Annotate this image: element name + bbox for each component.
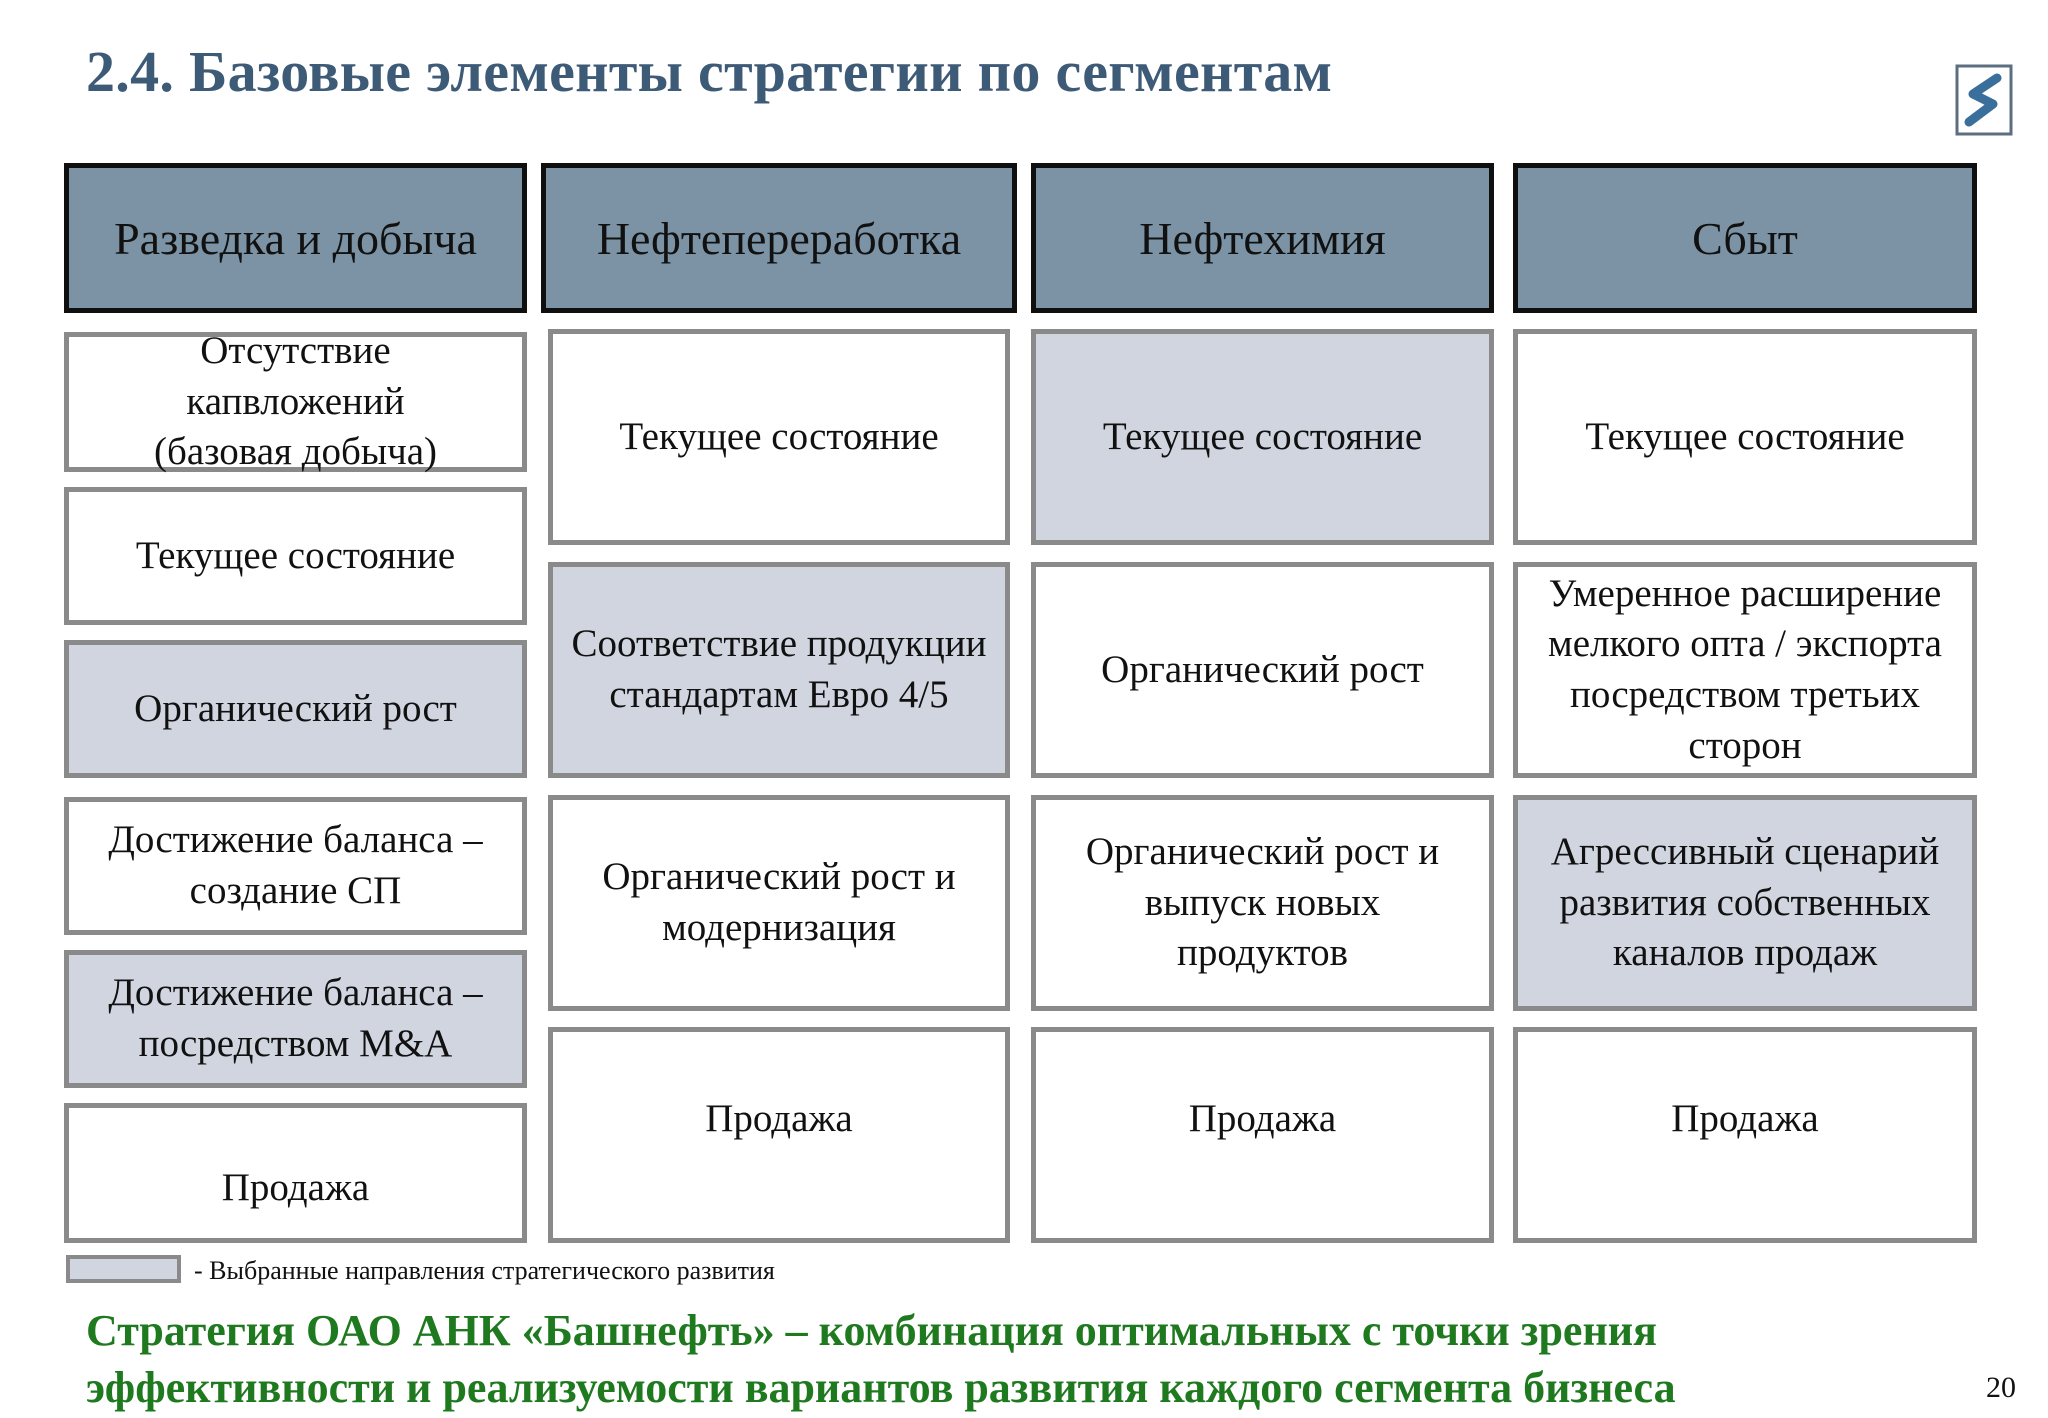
strategy-cell	[64, 328, 527, 474]
page-number: 20	[1986, 1371, 2016, 1404]
strategy-cell-text: Продажа	[1188, 1096, 1337, 1140]
strategy-cell-text: Продажа	[1671, 1096, 1819, 1140]
conclusion-line-1: Стратегия ОАО АНК «Башнефть» – комбинация оптимальных с точки зрения	[86, 1306, 1657, 1355]
strategy-cell-text: Достижение баланса – создание СП	[108, 818, 483, 912]
strategy-cell-text: Текущее состояние	[1585, 414, 1905, 458]
strategy-cell-text: Текущее состояние	[1102, 414, 1423, 458]
strategy-cell-text: Текущее состояние	[135, 533, 456, 577]
strategy-cell	[1031, 1027, 1494, 1243]
strategy-cell	[1513, 562, 1977, 778]
strategy-cell-text: Органический рост и модернизация	[602, 855, 956, 949]
company-logo-icon	[1955, 64, 2013, 136]
column-header-petrochemicals: Нефтехимия	[1031, 163, 1494, 313]
strategy-cell-text: Текущее состояние	[619, 414, 939, 458]
strategy-cell-selected	[64, 950, 527, 1088]
strategy-cell-text: Отсутствие капвложений (базовая добыча)	[153, 328, 438, 474]
column-header-exploration: Разведка и добыча	[64, 163, 527, 313]
column-header-sales: Сбыт	[1513, 163, 1977, 313]
strategy-cell	[64, 487, 527, 625]
strategy-cell	[548, 795, 1010, 1011]
conclusion-line-2: эффективности и реализуемости вариантов развития каждого сегмента бизнеса	[86, 1363, 1676, 1412]
strategy-cell	[64, 797, 527, 935]
strategy-cell-selected	[1031, 329, 1494, 545]
strategy-cell-selected	[64, 640, 527, 778]
strategy-cell	[548, 329, 1010, 545]
strategy-cell-text: Органический рост	[1101, 647, 1424, 691]
column-header-refining: Нефтепереработка	[541, 163, 1017, 313]
strategy-cell-text: Органический рост и выпуск новых продуктов	[1085, 829, 1440, 975]
strategy-cell	[1031, 795, 1494, 1011]
strategy-cell-text: Соответствие продукции стандартам Евро 4/5	[571, 622, 987, 716]
strategy-cell-selected	[548, 562, 1010, 778]
strategy-cell	[64, 1103, 527, 1243]
page-title: 2.4. Базовые элементы стратегии по сегментам	[86, 39, 1333, 104]
strategy-cell-text: Продажа	[221, 1165, 370, 1209]
strategy-cell	[1513, 329, 1977, 545]
strategy-cell-text: Органический рост	[134, 686, 457, 730]
strategy-cell-text: Умеренное расширение мелкого опта / экспорта посредством третьих сторон	[1548, 571, 1942, 767]
strategy-cell	[548, 1027, 1010, 1243]
strategy-cell-selected	[1513, 795, 1977, 1011]
strategy-cell-text: Продажа	[705, 1096, 853, 1140]
strategy-cell-text: Агрессивный сценарий развития собственных каналов продаж	[1550, 829, 1940, 975]
strategy-cell-text: Достижение баланса – посредством M&A	[108, 971, 483, 1065]
strategy-cell	[1513, 1027, 1977, 1243]
legend-swatch	[66, 1255, 181, 1283]
legend-text: - Выбранные направления стратегического развития	[194, 1256, 775, 1285]
conclusion-text	[86, 1302, 1676, 1416]
strategy-cell	[1031, 562, 1494, 778]
